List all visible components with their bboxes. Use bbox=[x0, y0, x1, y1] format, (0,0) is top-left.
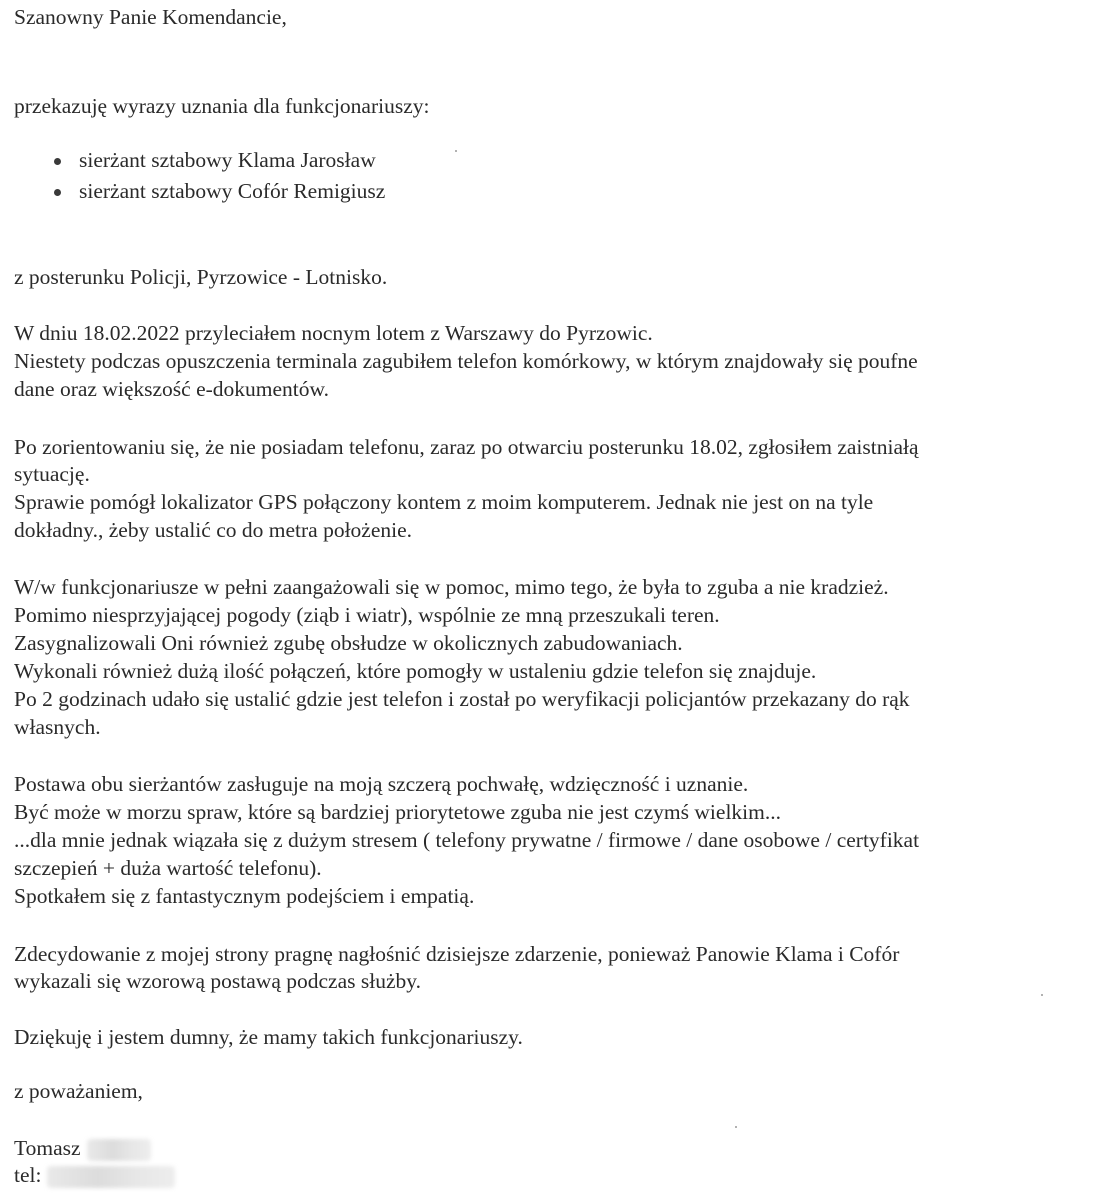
text-line: wykazali się wzorową postawą podczas służby. bbox=[14, 969, 421, 993]
text-line: dane oraz większość e-dokumentów. bbox=[14, 377, 330, 401]
thanks-line: Dziękuję i jestem dumny, że mamy takich funkcjonariuszy. bbox=[14, 1025, 523, 1049]
signature-name: Tomasz bbox=[14, 1136, 81, 1160]
text-line: W/w funkcjonariusze w pełni zaangażowali się w pomoc, mimo tego, że była to zguba a nie kradzież. bbox=[14, 575, 889, 599]
phone-label: tel: bbox=[14, 1163, 42, 1187]
scan-speck bbox=[455, 150, 457, 152]
text-line: Być może w morzu spraw, które są bardziej priorytetowe zguba nie jest czymś wielkim... bbox=[14, 800, 781, 824]
text-line: Spotkałem się z fantastycznym podejściem i empatią. bbox=[14, 884, 475, 908]
text-line: własnych. bbox=[14, 715, 101, 739]
unit-line: z posterunku Policji, Pyrzowice - Lotnisko. bbox=[14, 265, 388, 289]
text-line: W dniu 18.02.2022 przyleciałem nocnym lotem z Warszawy do Pyrzowic. bbox=[14, 321, 653, 345]
scan-speck bbox=[735, 1126, 737, 1128]
bullet-icon bbox=[54, 158, 61, 165]
list-item bbox=[52, 176, 385, 207]
text-line: Postawa obu sierżantów zasługuje na moją szczerą pochwałę, wdzięczność i uznanie. bbox=[14, 772, 749, 796]
officer-name: sierżant sztabowy Cofór Remigiusz bbox=[79, 179, 386, 203]
text-line: szczepień + duża wartość telefonu). bbox=[14, 856, 322, 880]
text-line: Wykonali również dużą ilość połączeń, które pomogły w ustaleniu gdzie telefon się znajduje. bbox=[14, 659, 817, 683]
redacted-phone bbox=[47, 1166, 175, 1188]
text-line: sytuację. bbox=[14, 462, 90, 486]
closing-line: z poważaniem, bbox=[14, 1079, 143, 1103]
text-line: Niestety podczas opuszczenia terminala zagubiłem telefon komórkowy, w którym znajdowały się poufne bbox=[14, 349, 918, 373]
scan-speck bbox=[1041, 994, 1043, 996]
salutation: Szanowny Panie Komendancie, bbox=[14, 5, 287, 29]
text-line: Po zorientowaniu się, że nie posiadam telefonu, zaraz po otwarciu posterunku 18.02, zgłosiłem zaistniałą bbox=[14, 435, 919, 459]
signature-phone bbox=[14, 1162, 175, 1189]
text-line: ...dla mnie jednak wiązała się z dużym stresem ( telefony prywatne / firmowe / dane osobowe / certyfikat bbox=[14, 828, 920, 852]
list-item bbox=[52, 145, 385, 176]
text-line: Sprawie pomógł lokalizator GPS połączony kontem z moim komputerem. Jednak nie jest on na tyle bbox=[14, 490, 874, 514]
intro-line: przekazuję wyrazy uznania dla funkcjonariuszy: bbox=[14, 94, 430, 118]
text-line: dokładny., żeby ustalić co do metra położenie. bbox=[14, 518, 413, 542]
text-line: Pomimo niesprzyjającej pogody (ziąb i wiatr), wspólnie ze mną przeszukali teren. bbox=[14, 603, 720, 627]
text-line: Zasygnalizowali Oni również zgubę obsłudze w okolicznych zabudowaniach. bbox=[14, 631, 683, 655]
text-line: Zdecydowanie z mojej strony pragnę nagłośnić dzisiejsze zdarzenie, ponieważ Panowie Klama i Cofór bbox=[14, 942, 900, 966]
redacted-surname bbox=[87, 1139, 151, 1161]
signature bbox=[14, 1135, 151, 1162]
bullet-icon bbox=[54, 189, 61, 196]
text-line: Po 2 godzinach udało się ustalić gdzie jest telefon i został po weryfikacji policjantów przekazany do rąk bbox=[14, 687, 910, 711]
officer-name: sierżant sztabowy Klama Jarosław bbox=[79, 148, 376, 172]
officer-list bbox=[52, 145, 385, 207]
